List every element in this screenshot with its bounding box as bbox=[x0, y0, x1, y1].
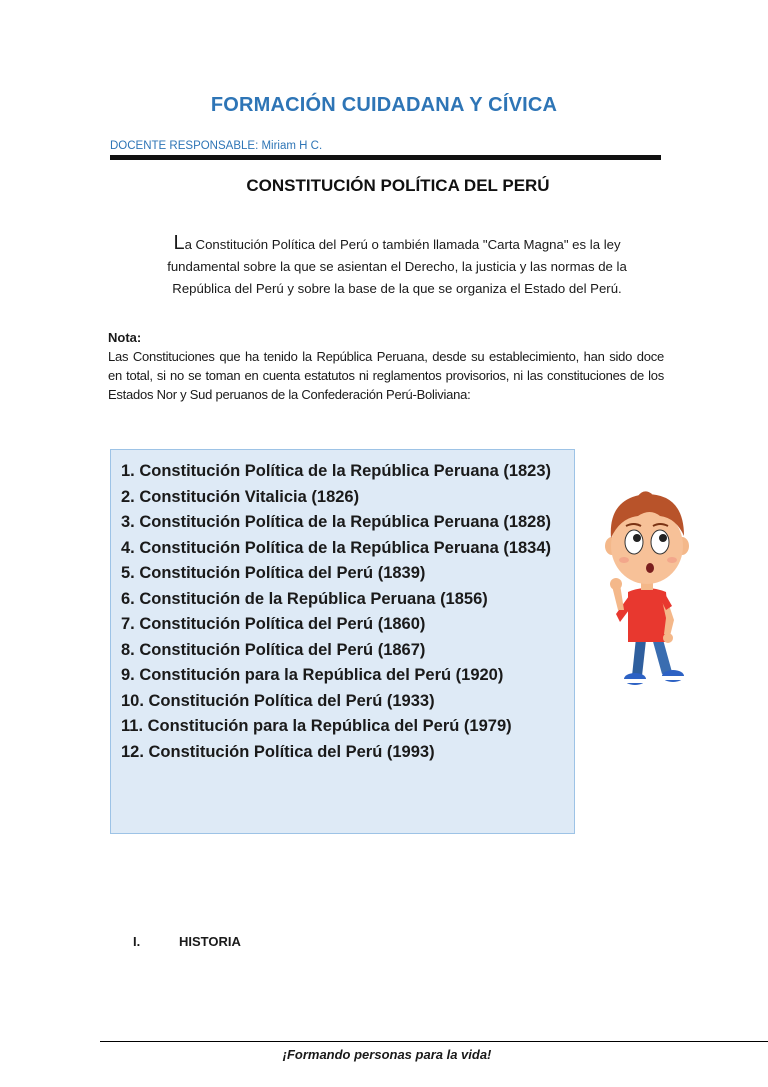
section-heading: CONSTITUCIÓN POLÍTICA DEL PERÚ bbox=[246, 176, 550, 195]
list-item: 10. Constitución Política del Perú (1933) bbox=[121, 691, 435, 710]
footer-motto: ¡Formando personas para la vida! bbox=[282, 1047, 492, 1062]
teacher-line: DOCENTE RESPONSABLE: Miriam H C. bbox=[110, 140, 323, 152]
list-item: 5. Constitución Política del Perú (1839) bbox=[121, 564, 426, 582]
list-item: 4. Constitución Política de la República Peruana (1834) bbox=[121, 538, 552, 557]
note-text: Las Constituciones que ha tenido la República Peruana, desde su establecimiento, han sido doce en total, si no se toman en cuenta estatutos ni reglamentos provisorios, ni las constituciones de los Estados Nor y Sud peruanos de la Confederación Perú-Boliviana: bbox=[108, 349, 664, 402]
list-item: 2. Constitución Vitalicia (1826) bbox=[121, 487, 360, 506]
note-label: Nota: bbox=[108, 330, 142, 345]
constitutions-list bbox=[121, 459, 564, 765]
list-item: 8. Constitución Política del Perú (1867) bbox=[121, 640, 426, 659]
section-number: I. bbox=[133, 934, 141, 949]
list-item: 11. Constitución para la República del Perú (1979) bbox=[121, 717, 512, 735]
footer-divider bbox=[100, 1041, 768, 1042]
header-divider bbox=[110, 155, 661, 160]
document-title: FORMACIÓN CUIDADANA Y CÍVICA bbox=[210, 94, 558, 116]
thinking-boy-illustration bbox=[598, 488, 696, 693]
intro-paragraph bbox=[146, 232, 648, 300]
list-item: 1. Constitución Política de la República Peruana (1823) bbox=[121, 462, 552, 480]
section-title-historia bbox=[133, 934, 241, 949]
list-item: 12. Constitución Política del Perú (1993) bbox=[121, 742, 435, 761]
list-item: 6. Constitución de la República Peruana (1856) bbox=[121, 589, 488, 608]
list-item: 3. Constitución Política de la República Peruana (1828) bbox=[121, 513, 552, 531]
list-item: 9. Constitución para la República del Perú (1920) bbox=[121, 666, 504, 684]
intro-text: a Constitución Política del Perú o también llamada "Carta Magna" es la ley fundamental sobre la que se asientan el Derecho, la justicia y las normas de la República del Perú y sobre la base de la que se organiza el Estado del Perú. bbox=[167, 237, 627, 296]
drop-initial: L bbox=[173, 232, 185, 254]
section-title: HISTORIA bbox=[179, 934, 241, 949]
constitutions-box bbox=[110, 449, 575, 834]
list-item: 7. Constitución Política del Perú (1860) bbox=[121, 615, 426, 633]
